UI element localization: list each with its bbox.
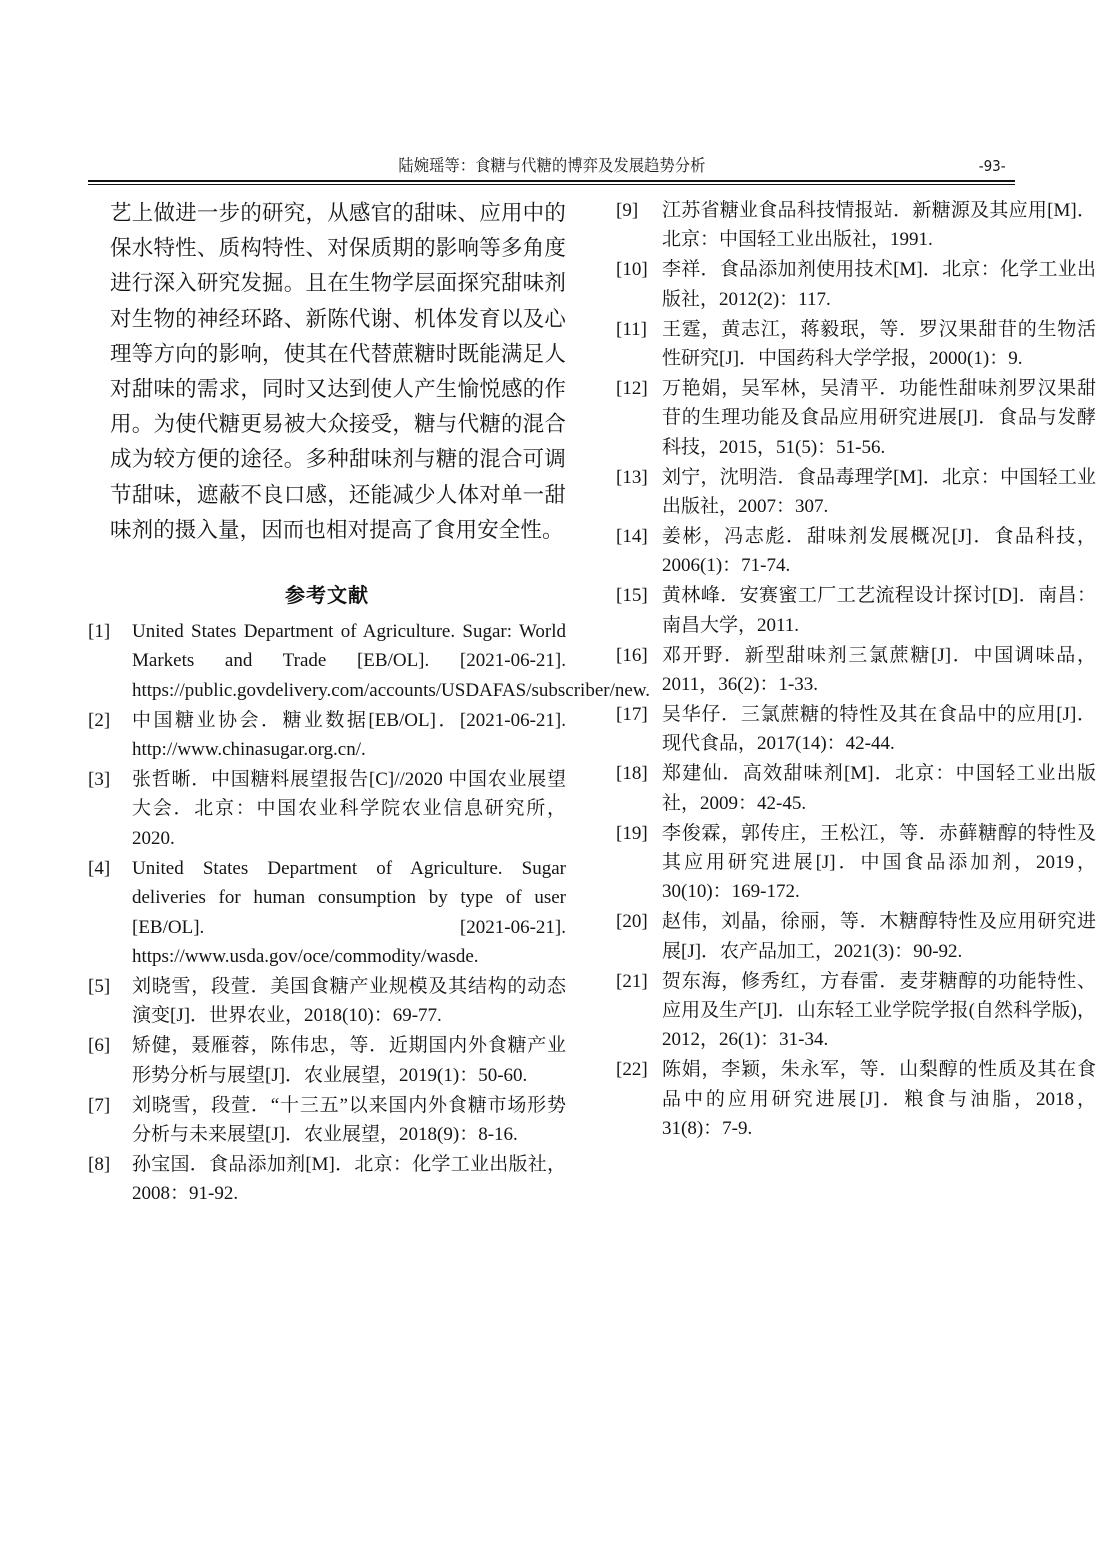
reference-marker: [8] (88, 1153, 111, 1175)
reference-item (616, 641, 1096, 700)
references-heading: 参考文献 (285, 583, 369, 608)
reference-text: United States Department of Agriculture. Sugar: World Markets and Trade [EB/OL]. [2021-06-21]. https://public.govdelivery.com/accounts/USDAFAS/subscriber/new. (132, 621, 651, 701)
reference-marker: [14] (616, 525, 648, 547)
reference-item (616, 907, 1096, 966)
reference-item (88, 765, 566, 853)
reference-text: 贺东海，修秀红，方春雷．麦芽糖醇的功能特性、应用及生产[J]．山东轻工业学院学报(自然科学版)，2012，26(1)：31-34. (662, 970, 1096, 1051)
reference-text: 陈娟，李颖，朱永军，等．山梨醇的性质及其在食品中的应用研究进展[J]．粮食与油脂，2018，31(8)：7-9. (662, 1059, 1096, 1140)
reference-item (88, 706, 566, 765)
reference-marker: [21] (616, 970, 648, 992)
reference-item (88, 1150, 566, 1209)
reference-item (88, 1091, 566, 1150)
running-header (88, 150, 1015, 176)
reference-marker: [11] (616, 318, 647, 340)
reference-item (88, 854, 566, 972)
reference-text: 王霆，黄志江，蒋毅珉，等．罗汉果甜苷的生物活性研究[J]．中国药科大学学报，2000(1)：9. (662, 318, 1096, 370)
reference-marker: [16] (616, 644, 648, 666)
column-right (616, 196, 1096, 1209)
reference-marker: [12] (616, 377, 648, 399)
reference-item (616, 759, 1096, 818)
reference-list-right (616, 196, 1096, 1144)
reference-item (88, 972, 566, 1031)
reference-text: 李祥．食品添加剂使用技术[M]．北京：化学工业出版社，2012(2)：117. (662, 259, 1096, 310)
reference-marker: [13] (616, 466, 648, 488)
reference-text: 刘晓雪，段萱．美国食糖产业规模及其结构的动态演变[J]．世界农业，2018(10)：69-77. (132, 975, 566, 1027)
reference-marker: [10] (616, 259, 648, 281)
reference-item (616, 819, 1096, 907)
reference-text: 张哲晰．中国糖料展望报告[C]//2020 中国农业展望大会．北京：中国农业科学院农业信息研究所，2020. (132, 769, 566, 849)
reference-marker: [22] (616, 1059, 648, 1081)
reference-item (616, 581, 1096, 640)
reference-marker: [2] (88, 709, 111, 731)
reference-item (616, 255, 1096, 314)
reference-text: United States Department of Agriculture. Sugar deliveries for human consumption by type of user [EB/OL]. [2021-06-21]. https://www.usda.gov/oce/commodity/wasde. (132, 857, 566, 967)
reference-item (616, 463, 1096, 522)
reference-text: 中国糖业协会．糖业数据[EB/OL]．[2021-06-21]. http://www.chinasugar.org.cn/. (132, 709, 566, 761)
reference-marker: [20] (616, 911, 648, 933)
reference-text: 江苏省糖业食品科技情报站．新糖源及其应用[M]．北京：中国轻工业出版社，1991. (662, 200, 1096, 251)
reference-item (616, 315, 1096, 374)
reference-text: 矫健，聂雁蓉，陈伟忠，等．近期国内外食糖产业形势分析与展望[J]．农业展望，2019(1)：50-60. (132, 1035, 566, 1086)
reference-text: 邓开野．新型甜味剂三氯蔗糖[J]．中国调味品，2011，36(2)：1-33. (662, 644, 1096, 695)
reference-marker: [17] (616, 703, 648, 725)
reference-text: 孙宝国．食品添加剂[M]．北京：化学工业出版社，2008：91-92. (132, 1153, 566, 1205)
reference-text: 李俊霖，郭传庄，王松江，等．赤藓糖醇的特性及其应用研究进展[J]．中国食品添加剂，2019，30(10)：169-172. (662, 822, 1096, 903)
reference-text: 吴华仔．三氯蔗糖的特性及其在食品中的应用[J]．现代食品，2017(14)：42-44. (662, 703, 1096, 755)
content-columns (88, 196, 1096, 1209)
reference-marker: [4] (88, 857, 111, 879)
reference-item (616, 196, 1096, 255)
reference-item (616, 1055, 1096, 1143)
reference-text: 郑建仙．高效甜味剂[M]．北京：中国轻工业出版社，2009：42-45. (662, 763, 1096, 814)
reference-marker: [9] (616, 200, 639, 221)
header-rule-thin (88, 184, 1015, 185)
reference-text: 姜彬，冯志彪．甜味剂发展概况[J]．食品科技，2006(1)：71-74. (662, 525, 1096, 577)
reference-marker: [5] (88, 975, 111, 997)
reference-text: 黄林峰．安赛蜜工厂工艺流程设计探讨[D]．南昌：南昌大学，2011. (662, 585, 1096, 636)
reference-text: 刘晓雪，段萱．“十三五”以来国内外食糖市场形势分析与未来展望[J]．农业展望，2018(9)：8-16. (132, 1094, 566, 1145)
body-paragraph: 艺上做进一步的研究，从感官的甜味、应用中的保水特性、质构特性、对保质期的影响等多角度进行深入研究发掘。且在生物学层面探究甜味剂对生物的神经环路、新陈代谢、机体发育以及心理等方向的影响，使其在代替蔗糖时既能满足人对甜味的需求，同时又达到使人产生愉悦感的作用。为使代糖更易被大众接受，糖与代糖的混合成为较方便的途径。多种甜味剂与糖的混合可调节甜味，遮蔽不良口感，还能减少人体对单一甜味剂的摄入量，因而也相对提高了食用安全性。 (110, 201, 566, 543)
reference-item (616, 700, 1096, 759)
reference-item (88, 1031, 566, 1090)
header-rule (88, 180, 1015, 185)
reference-marker: [6] (88, 1035, 111, 1057)
reference-text: 万艳娟，吴军林，吴清平．功能性甜味剂罗汉果甜苷的生理功能及食品应用研究进展[J]．食品与发酵科技，2015，51(5)：51-56. (662, 377, 1096, 458)
page-number: -93- (978, 157, 1006, 175)
reference-marker: [3] (88, 769, 111, 791)
reference-text: 赵伟，刘晶，徐丽，等．木糖醇特性及应用研究进展[J]．农产品加工，2021(3)：90-92. (662, 911, 1096, 962)
reference-marker: [15] (616, 585, 648, 607)
reference-item (616, 967, 1096, 1055)
reference-marker: [18] (616, 763, 648, 785)
reference-marker: [19] (616, 822, 648, 844)
reference-text: 刘宁，沈明浩．食品毒理学[M]．北京：中国轻工业出版社，2007：307. (662, 466, 1096, 518)
running-header-title: 陆婉瑶等：食糖与代糖的博弈及发展趋势分析 (397, 156, 706, 175)
reference-marker: [1] (88, 621, 111, 643)
reference-marker: [7] (88, 1094, 111, 1116)
reference-item (616, 374, 1096, 462)
reference-item (616, 522, 1096, 581)
